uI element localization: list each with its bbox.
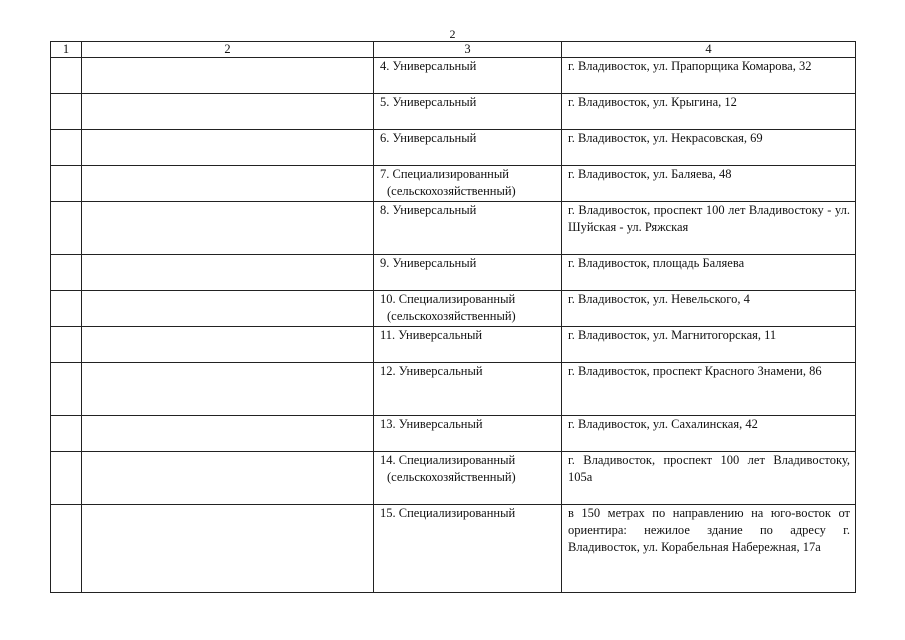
cell-col1 (51, 291, 82, 327)
table-row (51, 58, 856, 94)
cell-col1 (51, 202, 82, 255)
cell-col2 (82, 255, 374, 291)
address-cell: г. Владивосток, проспект Красного Знамени, 86 (562, 363, 856, 416)
address-cell: г. Владивосток, ул. Невельского, 4 (562, 291, 856, 327)
cell-col1 (51, 416, 82, 452)
address-cell: г. Владивосток, проспект 100 лет Владивостоку, 105а (562, 452, 856, 505)
market-type-line: 14. Специализированный (380, 453, 516, 467)
table-row (51, 363, 856, 416)
cell-col2 (82, 130, 374, 166)
market-type-line: (сельскохозяйственный) (387, 470, 516, 484)
address-cell: г. Владивосток, ул. Крыгина, 12 (562, 94, 856, 130)
cell-col2 (82, 452, 374, 505)
market-type-cell (374, 255, 562, 291)
market-type-line: 15. Специализированный (380, 506, 516, 520)
market-type-line: 7. Специализированный (380, 167, 509, 181)
cell-col1 (51, 94, 82, 130)
cell-col2 (82, 58, 374, 94)
column-header-3: 3 (374, 42, 562, 58)
table-row (51, 255, 856, 291)
market-type-cell (374, 58, 562, 94)
table-row (51, 452, 856, 505)
cell-col2 (82, 94, 374, 130)
address-cell: г. Владивосток, ул. Баляева, 48 (562, 166, 856, 202)
market-type-cell (374, 452, 562, 505)
cell-col1 (51, 505, 82, 593)
market-type-cell (374, 416, 562, 452)
market-type-line: 5. Универсальный (380, 95, 477, 109)
cell-col1 (51, 327, 82, 363)
column-header-2: 2 (82, 42, 374, 58)
table-row (51, 166, 856, 202)
table-row (51, 505, 856, 593)
address-cell: г. Владивосток, площадь Баляева (562, 255, 856, 291)
market-type-cell (374, 166, 562, 202)
market-type-line: 4. Универсальный (380, 59, 477, 73)
cell-col2 (82, 363, 374, 416)
table-row (51, 327, 856, 363)
address-cell: г. Владивосток, ул. Прапорщика Комарова, 32 (562, 58, 856, 94)
address-cell: г. Владивосток, проспект 100 лет Владивостоку - ул. Шуйская - ул. Ряжская (562, 202, 856, 255)
cell-col1 (51, 58, 82, 94)
address-cell: г. Владивосток, ул. Некрасовская, 69 (562, 130, 856, 166)
market-type-line: 6. Универсальный (380, 131, 477, 145)
market-type-line: 13. Универсальный (380, 417, 483, 431)
table-header-row (51, 42, 856, 58)
table-body (51, 58, 856, 593)
cell-col2 (82, 505, 374, 593)
market-type-line: 11. Универсальный (380, 328, 483, 342)
table-row (51, 130, 856, 166)
cell-col1 (51, 255, 82, 291)
market-type-line: 12. Универсальный (380, 364, 483, 378)
market-type-line: (сельскохозяйственный) (387, 184, 516, 198)
markets-table (50, 41, 856, 593)
cell-col2 (82, 202, 374, 255)
market-type-cell (374, 94, 562, 130)
market-type-line: 10. Специализированный (380, 292, 516, 306)
market-type-cell (374, 327, 562, 363)
column-header-4: 4 (562, 42, 856, 58)
cell-col1 (51, 363, 82, 416)
cell-col2 (82, 291, 374, 327)
cell-col1 (51, 166, 82, 202)
table-row (51, 94, 856, 130)
cell-col2 (82, 416, 374, 452)
cell-col1 (51, 130, 82, 166)
column-header-1: 1 (51, 42, 82, 58)
table-row (51, 416, 856, 452)
market-type-cell (374, 363, 562, 416)
market-type-cell (374, 130, 562, 166)
page-number: 2 (449, 27, 456, 41)
address-cell: г. Владивосток, ул. Магнитогорская, 11 (562, 327, 856, 363)
market-type-line: 8. Универсальный (380, 203, 477, 217)
market-type-cell (374, 505, 562, 593)
market-type-line: 9. Универсальный (380, 256, 477, 270)
table-row (51, 291, 856, 327)
market-type-line: (сельскохозяйственный) (387, 309, 516, 323)
table-row (51, 202, 856, 255)
cell-col1 (51, 452, 82, 505)
market-type-cell (374, 291, 562, 327)
address-cell: в 150 метрах по направлению на юго-восток от ориентира: нежилое здание по адресу г. Владивосток, ул. Корабельная Набережная, 17а (562, 505, 856, 593)
cell-col2 (82, 327, 374, 363)
cell-col2 (82, 166, 374, 202)
market-type-cell (374, 202, 562, 255)
address-cell: г. Владивосток, ул. Сахалинская, 42 (562, 416, 856, 452)
